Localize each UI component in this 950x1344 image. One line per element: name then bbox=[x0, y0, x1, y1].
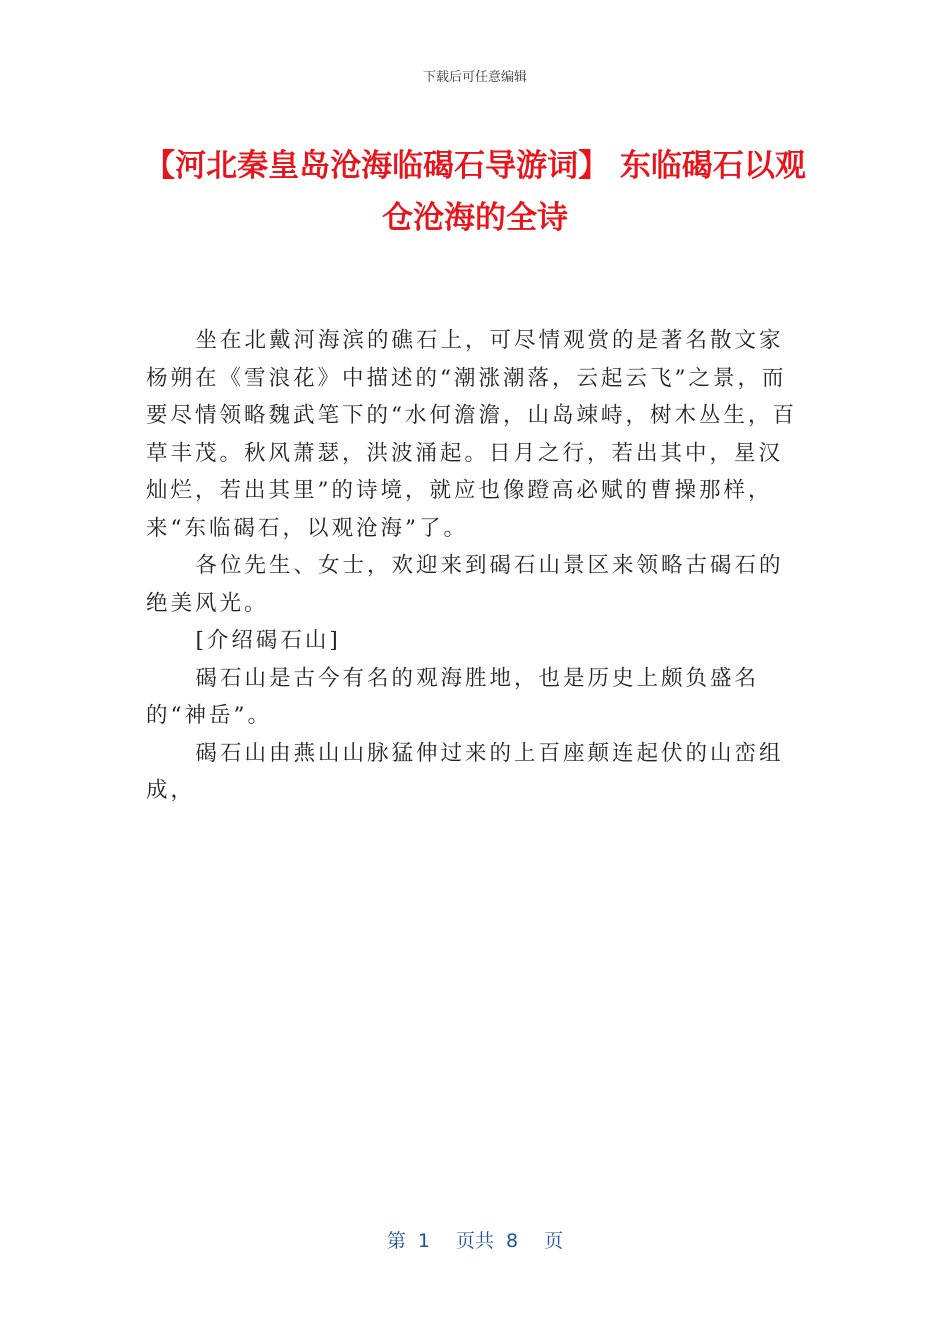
header-note: 下载后可任意编辑 bbox=[422, 70, 527, 85]
footer-current-page: 1 bbox=[417, 1230, 430, 1252]
paragraph-intro: 坐在北戴河海滨的礁石上，可尽情观赏的是著名散文家杨朔在《雪浪花》中描述的“潮涨潮落，云起云飞”之景，而要尽情领略魏武笔下的“水何澹澹，山岛竦峙，树木丛生，百草丰茂。秋风萧瑟，洪波涌起。日月之行，若出其中，星汉灿烂，若出其里”的诗境，就应也像蹬高必赋的曹操那样，来“东临碣石，以观沧海”了。 bbox=[146, 328, 797, 541]
footer-total-pages: 8 bbox=[506, 1230, 519, 1252]
section-heading-jieshi-mountain: [介绍碣石山] bbox=[195, 628, 341, 653]
paragraph-jieshi-composition: 碣石山由燕山山脉猛伸过来的上百座颠连起伏的山峦组成， bbox=[146, 740, 784, 803]
paragraph-jieshi-fame: 碣石山是古今有名的观海胜地，也是历史上颇负盛名的“神岳”。 bbox=[146, 665, 759, 728]
footer-suffix: 页 bbox=[544, 1230, 564, 1252]
page-footer bbox=[0, 1226, 950, 1253]
paragraph-welcome: 各位先生、女士，欢迎来到碣石山景区来领略古碣石的绝美风光。 bbox=[146, 553, 784, 616]
footer-prefix: 第 bbox=[386, 1230, 406, 1252]
document-title: 【河北秦皇岛沧海临碣石导游词】 东临碣石以观仓沧海的全诗 bbox=[144, 148, 806, 236]
document-body bbox=[146, 322, 806, 810]
footer-middle: 页共 bbox=[455, 1230, 494, 1252]
